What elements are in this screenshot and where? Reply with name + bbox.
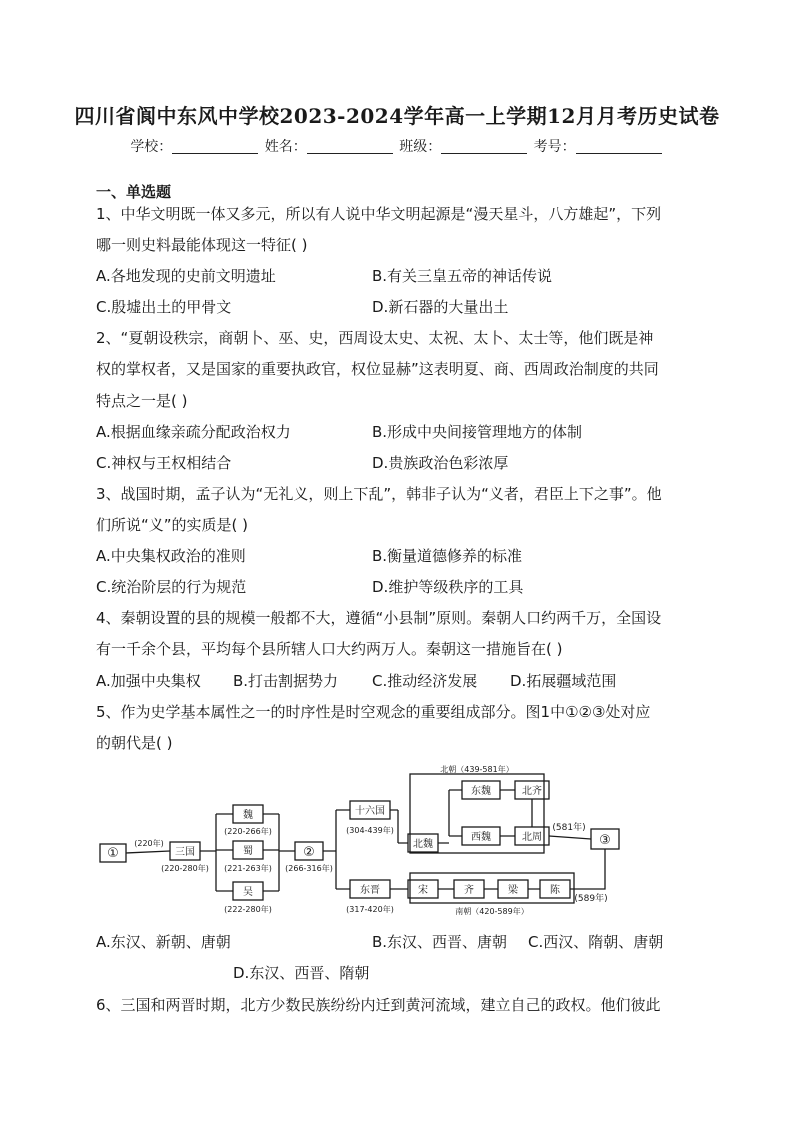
question-3-line-1: 3、战国时期，孟子认为“无礼义，则上下乱”，韩非子认为“义者，君臣上下之事”。他: [96, 485, 662, 503]
label-beizhou: 北周: [522, 832, 542, 843]
question-2-line-3: 特点之一是( ): [96, 392, 188, 410]
connector: [549, 836, 591, 839]
q5-option-a[interactable]: A.东汉、新朝、唐朝: [96, 933, 231, 951]
school-label: 学校：: [130, 139, 173, 155]
connector: [126, 851, 170, 853]
q4-option-c[interactable]: C.推动经济发展: [372, 672, 478, 690]
label-shu-years: (221-263年): [224, 864, 272, 873]
label-dongjin: 东晋: [360, 885, 380, 896]
label-dongwei: 东魏: [471, 786, 491, 797]
label-220: (220年): [134, 839, 164, 848]
q3-option-a[interactable]: A.中央集权政治的准则: [96, 547, 246, 565]
question-3-line-2: 们所说“义”的实质是( ): [96, 516, 249, 534]
label-chen: 陈: [550, 885, 560, 896]
question-2-line-1: 2、“夏朝设秩宗，商朝卜、巫、史，西周设太史、太祝、太卜、太士等，他们既是神: [96, 329, 654, 347]
question-2-line-2: 权的掌权者，又是国家的重要执政官，权位显赫”这表明夏、商、西周政治制度的共同: [96, 360, 659, 378]
connector: [570, 849, 605, 889]
q4-option-a[interactable]: A.加强中央集权: [96, 672, 201, 690]
label-sanguo-years: (220-280年): [161, 864, 209, 873]
label-nanchao: 南朝（420-589年）: [455, 907, 529, 916]
question-1-line-1: 1、中华文明既一体又多元，所以有人说中华文明起源是“漫天星斗，八方雄起”，下列: [96, 205, 662, 223]
dynasty-timeline-diagram: [94, 760, 634, 920]
q3-option-c[interactable]: C.统治阶层的行为规范: [96, 578, 247, 596]
connector: [200, 814, 233, 891]
q3-option-d[interactable]: D.维护等级秩序的工具: [372, 578, 524, 596]
q4-option-d[interactable]: D.拓展疆域范围: [510, 672, 617, 690]
label-shiliuguo-years: (304-439年): [346, 826, 394, 835]
label-beichao: 北朝（439-581年）: [440, 765, 514, 774]
connector: [263, 814, 295, 891]
label-n1: ①: [107, 846, 119, 861]
name-blank[interactable]: [307, 139, 393, 154]
label-wu: 吴: [243, 887, 253, 898]
label-shu: 蜀: [243, 846, 253, 857]
question-4-line-1: 4、秦朝设置的县的规模一般都不大，遵循“小县制”原则。秦朝人口约两千万，全国设: [96, 609, 662, 627]
q1-option-c[interactable]: C.殷墟出土的甲骨文: [96, 298, 232, 316]
connector: [438, 790, 462, 843]
label-n2-years: (266-316年): [285, 864, 333, 873]
question-5-line-1: 5、作为史学基本属性之一的时序性是时空观念的重要组成部分。图1中①②③处对应: [96, 703, 651, 721]
label-liang: 梁: [508, 885, 518, 896]
connector: [323, 810, 350, 889]
q1-option-d[interactable]: D.新石器的大量出土: [372, 298, 509, 316]
label-beiwei: 北魏: [413, 839, 433, 850]
exam-title: 四川省阆中东风中学校2023-2024学年高一上学期12月月考历史试卷: [74, 104, 720, 128]
q2-option-b[interactable]: B.形成中央间接管理地方的体制: [372, 423, 583, 441]
label-qi: 齐: [464, 885, 474, 896]
name-label: 姓名：: [264, 139, 307, 155]
label-wu-years: (222-280年): [224, 905, 272, 914]
q2-option-d[interactable]: D.贵族政治色彩浓厚: [372, 454, 509, 472]
question-1-line-2: 哪一则史料最能体现这一特征( ): [96, 236, 308, 254]
label-wei: 魏: [243, 810, 253, 821]
label-n3: ③: [599, 833, 611, 848]
label-581: (581年): [552, 823, 586, 833]
student-info-row: [0, 136, 794, 156]
q3-option-b[interactable]: B.衡量道德修养的标准: [372, 547, 523, 565]
label-shiliuguo: 十六国: [355, 806, 385, 817]
q1-option-a[interactable]: A.各地发现的史前文明遗址: [96, 267, 276, 285]
q5-option-b[interactable]: B.东汉、西晋、唐朝: [372, 933, 508, 951]
label-589: (589年): [574, 894, 608, 904]
q2-option-a[interactable]: A.根据血缘亲疏分配政治权力: [96, 423, 291, 441]
label-n2: ②: [303, 845, 315, 860]
class-blank[interactable]: [441, 139, 527, 154]
label-song: 宋: [418, 885, 428, 896]
label-dongjin-years: (317-420年): [346, 905, 394, 914]
q1-option-b[interactable]: B.有关三皇五帝的神话传说: [372, 267, 553, 285]
label-sanguo: 三国: [175, 847, 195, 858]
question-6-line-1: 6、三国和两晋时期，北方少数民族纷纷内迁到黄河流域，建立自己的政权。他们彼此: [96, 996, 661, 1014]
q4-option-b[interactable]: B.打击割据势力: [233, 672, 339, 690]
number-blank[interactable]: [576, 139, 662, 154]
school-blank[interactable]: [172, 139, 258, 154]
section-heading: 一、单选题: [96, 183, 172, 201]
label-xiwei: 西魏: [471, 832, 491, 843]
q5-option-c[interactable]: C.西汉、隋朝、唐朝: [528, 933, 664, 951]
class-label: 班级：: [399, 139, 442, 155]
label-wei-years: (220-266年): [224, 827, 272, 836]
question-4-line-2: 有一千余个县，平均每个县所辖人口大约两万人。秦朝这一措施旨在( ): [96, 640, 563, 658]
number-label: 考号：: [533, 139, 576, 155]
q2-option-c[interactable]: C.神权与王权相结合: [96, 454, 232, 472]
question-5-line-2: 的朝代是( ): [96, 734, 173, 752]
label-beiqi: 北齐: [522, 786, 542, 797]
q5-option-d[interactable]: D.东汉、西晋、隋朝: [233, 964, 370, 982]
